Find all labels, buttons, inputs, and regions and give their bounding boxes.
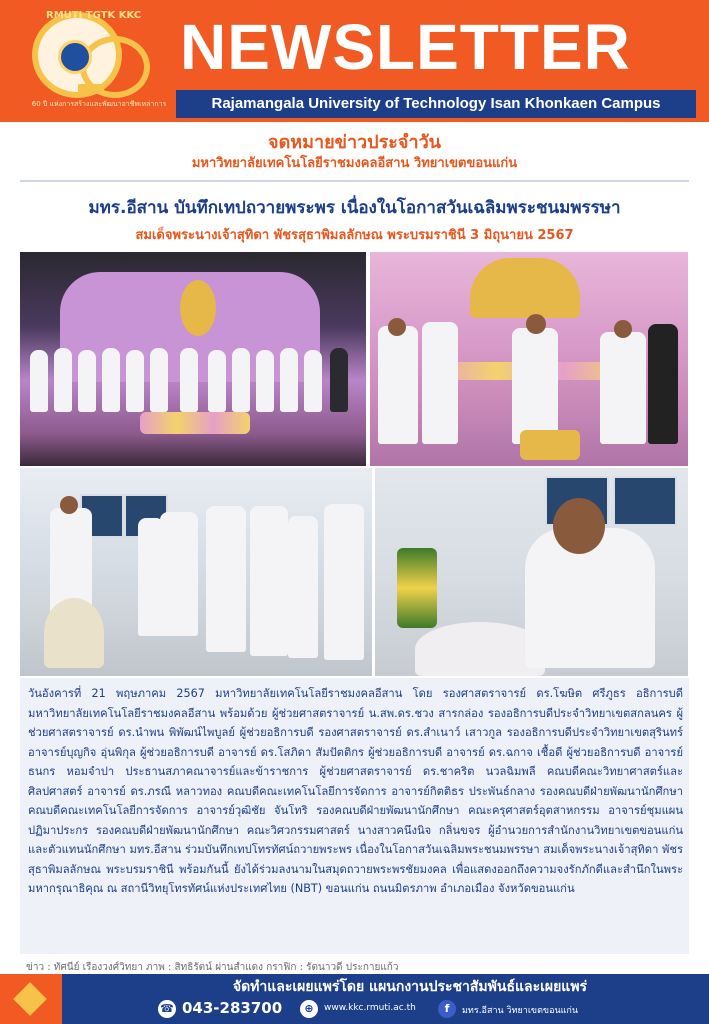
person [250,506,288,656]
logo-text: RMUTI TGTK KKC [46,10,142,21]
photo-signing-book [375,468,688,676]
chair [44,598,104,668]
news-subheadline: สมเด็จพระนางเจ้าสุทิดา พัชรสุธาพิมลลักษณ พระบรมราชินี 3 มิถุนายน 2567 [135,228,574,243]
royal-emblem [470,258,580,318]
article-credits: ข่าว : ทัศนีย์ เรืองวงศ์วิทยา ภาพ : สิทธิรัตน์ ผ่านสำแดง กราฟิก : รัตนาวดี ประกายแก้ว [26,962,399,973]
person [206,506,246,652]
logo-caption: 60 ปี แห่งการสร้างและพัฒนาอาชีพเหล่าการ [31,100,167,108]
altar-table [520,430,580,460]
person-head [553,498,605,554]
person [54,348,72,412]
logo-badge [78,84,104,94]
photo-group-on-stage [20,252,366,466]
phone-icon: ☎ [158,1000,176,1018]
notice-board [613,476,677,526]
person [208,350,226,412]
person [180,348,198,412]
person [78,350,96,412]
campus-name: Rajamangala University of Technology Isan Khonkaen Campus [176,90,696,118]
footer-publisher: จัดทำและเผยแพร่โดย แผนกงานประชาสัมพันธ์และเผยแพร่ [232,979,588,995]
person [160,512,198,636]
photo-leader-at-altar [370,252,688,466]
footer-website-link[interactable]: www.kkc.rmuti.ac.th [324,1003,416,1013]
footer-facebook-link[interactable]: มทร.อีสาน วิทยาเขตขอนแก่น [462,1006,579,1016]
logo-emblem-icon [58,40,92,74]
newsletter-title: NEWSLETTER [180,11,631,83]
university-subtitle: มหาวิทยาลัยเทคโนโลยีราชมงคลอีสาน วิทยาเขตขอนแก่น [191,156,518,171]
person [378,326,418,444]
person [324,504,364,660]
web-icon: ⊕ [300,1000,318,1018]
person [600,332,646,444]
person [280,348,298,412]
news-headline: มทร.อีสาน บันทึกเทปถวายพระพร เนื่องในโอกาสวันเฉลิมพระชนมพรรษา [88,198,621,218]
person-head [526,314,546,334]
newsletter-daily-title: จดหมายข่าวประจำวัน [268,132,441,153]
facebook-icon: f [438,1000,456,1018]
footer-phone[interactable]: 043-283700 [182,999,283,1017]
person [256,350,274,412]
flower-vase [397,548,437,628]
title-divider [20,180,689,182]
person [150,348,168,412]
person [288,516,318,658]
person-head [388,318,406,336]
person-head [614,320,632,338]
person [304,350,322,412]
article-body-text: วันอังคารที่ 21 พฤษภาคม 2567 มหาวิทยาลัยเทคโนโลยีราชมงคลอีสาน โดย รองศาสตราจารย์ ดร.โฆษิต ศรีภูธร อธิการบดีมหาวิทยาลัยเทคโนโลยีราชมงคลอีสาน พร้อมด้วย ผู้ช่วยศาสตราจารย์ น.สพ.ดร.ชวง สารกล่อง รองอธิการบดีประจำวิทยาเขตสกลนคร ผู้ช่วยศาสตราจารย์ ดร.นำพน พิพัฒน์ไพบูลย์ ผู้ช่วยอธิการบดี รองศาสตราจารย์ ดร.สำเนาว์ เสาวกูล รองอธิการบดีประจำวิทยาเขตสุรินทร์ อาจารย์บุญกิจ อุ่นพิกุล ผู้ช่วยอธิการบดี อาจารย์ ดร.โสภิดา สัมปัตติกร ผู้ช่วยอธิการบดี อาจารย์ ดร.ฉกาจ เชื้อดี ผู้ช่วยอธิการบดี อาจารย์ธนกร หอมจำปา ประธานสภาคณาจารย์และข้าราชการ ผู้ช่วยศาสตราจารย์ ดร.ชาคริต นวลฉิมพลี คณบดีคณะวิทยาศาสตร์และศิลปศาสตร์ อาจารย์ ดร.ภรณี หลาวทอง คณบดีคณะเทคโนโลยีการจัดการ อาจารย์กิตติธร ประพันธ์กลาง รองคณบดีฝ่ายพัฒนานักศึกษา คณบดีคณะเทคโนโลยีการจัดการ อาจารย์วุฒิชัย จันโทริ รองคณบดีฝ่ายพัฒนานักศึกษา คณะครุศาสตร์อุตสาหกรรม อาจารย์ชุมแผน ปฏิมาประกร รองคณบดีฝ่ายพัฒนานักศึกษา คณะวิศวกรรมศาสตร์ นางสาวคนึงนิจ กลิ่นขจร ผู้อำนวยการสำนักงานวิทยาเขตขอนแก่น และตัวแทนนักศึกษา มทร.อีสาน ร่วมบันทึกเทปโทรทัศน์ถวายพระพร เนื่องในโอกาสวันเฉลิมพระชนมพรรษา สมเด็จพระนางเจ้าสุทิดา พัชรสุธาพิมลลักษณ พระบรมราชินี พร้อมกันนี้ ยังได้ร่วมลงนามในสมุดถวายพระพรชัยมงคล เพื่อแสดงออกถึงความจงรักภักดีและสำนึกในพระมหากรุณาธิคุณ ณ สถานีวิทยุโทรทัศน์แห่งประเทศไทย (NBT) ขอนแก่น ถนนมิตรภาพ อำเภอเมือง จังหวัดขอนแก่น [28,687,683,895]
royal-emblem [180,280,216,336]
university-logo [18,6,168,116]
person [30,350,48,412]
person [126,350,144,412]
photo-group-in-office [20,468,372,676]
person-head [60,496,78,514]
person [422,322,458,444]
flower-arrangement [140,412,250,434]
person [512,328,558,444]
person [232,348,250,412]
person [330,348,348,412]
person [648,324,678,444]
person [102,348,120,412]
